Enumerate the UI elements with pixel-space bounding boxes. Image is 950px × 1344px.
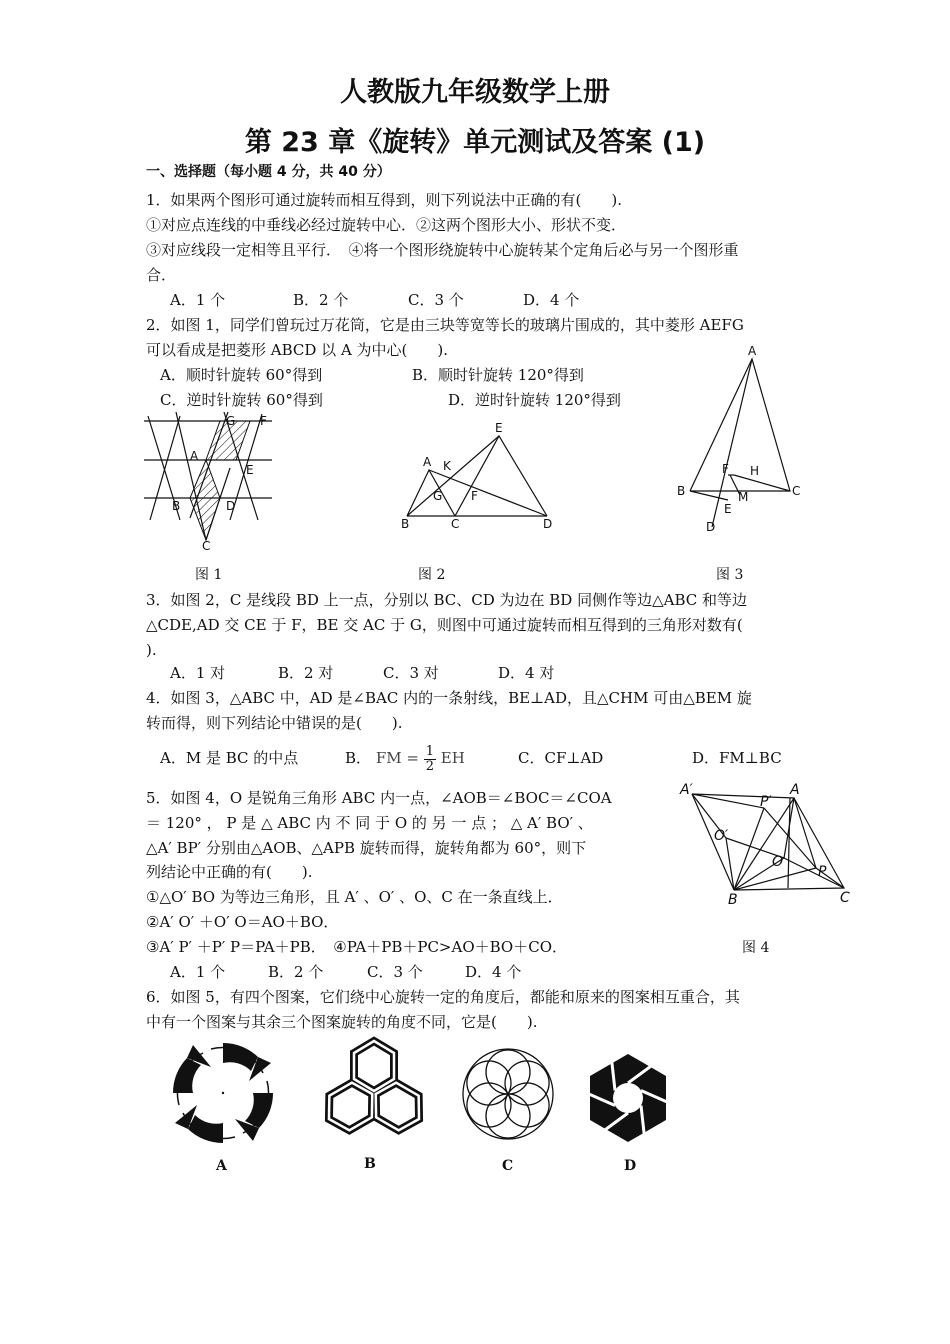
- q1-line4: 合．: [146, 266, 177, 284]
- q1-line2: ①对应点连线的中垂线必经过旋转中心．②这两个图形大小、形状不变．: [146, 216, 627, 234]
- fig2-label-c: C: [451, 517, 460, 531]
- q4-option-c: C．CF⊥AD: [518, 749, 604, 767]
- q3-option-a: A．1 对: [170, 664, 226, 682]
- q5-line3: △A′ BP′ 分别由△AOB、△APB 旋转而得，旋转角都为 60°，则下: [146, 839, 587, 857]
- fig2-label-b: B: [401, 517, 410, 531]
- pattern-b-label: B: [364, 1156, 376, 1172]
- q5-statement-3: ③A′ P′ ＋P′ P＝PA＋PB． ④PA＋PB＋PC>AO＋BO＋CO．: [146, 938, 567, 956]
- fig3-label-m: M: [738, 490, 749, 504]
- fig3-label-e: E: [724, 502, 732, 516]
- q4-option-b: [345, 738, 465, 778]
- fig4-label-p-prime: P′: [760, 794, 772, 810]
- q4-option-d: D．FM⊥BC: [692, 749, 782, 767]
- pattern-b: [312, 1036, 436, 1150]
- fig3-label-h: H: [750, 464, 760, 478]
- page-subtitle: 第 23 章《旋转》单元测试及答案 (1): [244, 127, 706, 158]
- fig2-label-e: E: [495, 421, 503, 435]
- q5-option-a: A．1 个: [170, 963, 226, 981]
- q5-statement-1: ①△O′ BO 为等边三角形，且 A′ 、O′ 、O、C 在一条直线上．: [146, 888, 563, 906]
- fig2-label-f: F: [471, 489, 478, 503]
- q4-option-b-fraction: [424, 745, 436, 774]
- q1-option-c: C．3 个: [408, 291, 464, 309]
- q6-line2: 中有一个图案与其余三个图案旋转的角度不同，它是( ).: [146, 1013, 538, 1031]
- q1-line3: ③对应线段一定相等且平行． ④将一个图形绕旋转中心旋转某个定角后必与另一个图形重: [146, 241, 739, 259]
- fig1-caption: 图 1: [195, 567, 223, 583]
- q5-line1: 5．如图 4，O 是锐角三角形 ABC 内一点，∠AOB＝∠BOC＝∠COA: [146, 789, 612, 807]
- figure-3: [672, 345, 812, 535]
- fig1-label-a: A: [190, 449, 199, 463]
- pattern-a: [168, 1038, 278, 1148]
- q5-line4: 列结论中正确的有( ).: [146, 863, 313, 881]
- fig3-label-b: B: [677, 484, 686, 498]
- q4-stem: 4．如图 3，△ABC 中，AD 是∠BAC 内的一条射线，BE⊥AD，且△CHM 可由△BEM 旋: [146, 689, 752, 707]
- fig4-label-o: O: [772, 854, 784, 870]
- pattern-d: [582, 1052, 674, 1144]
- q2-option-b: B．顺时针旋转 120°得到: [412, 366, 584, 384]
- q5-line2: ＝ 120° ， P 是 △ ABC 内 不 同 于 O 的 另 一 点 ； △ A′ BO′ 、: [146, 814, 593, 832]
- pattern-d-label: D: [624, 1158, 637, 1174]
- pattern-c: [460, 1046, 556, 1142]
- fig1-label-e: E: [246, 463, 254, 477]
- q5-statement-2: ②A′ O′ ＋O′ O＝AO＋BO．: [146, 913, 339, 931]
- q1-option-d: D．4 个: [523, 291, 580, 309]
- fig4-label-b: B: [728, 892, 738, 908]
- q4-fraction-denominator: 2: [425, 758, 434, 774]
- q3-stem: 3．如图 2，C 是线段 BD 上一点，分别以 BC、CD 为边在 BD 同侧作等边△ABC 和等边: [146, 591, 748, 609]
- fig1-label-b: B: [172, 499, 181, 513]
- page-title: 人教版九年级数学上册: [340, 77, 610, 108]
- fig3-label-d: D: [706, 520, 716, 534]
- q3-line3: ).: [146, 641, 157, 659]
- q5-option-c: C．3 个: [367, 963, 423, 981]
- figure-2: [395, 418, 565, 538]
- fig4-label-a: A: [790, 782, 800, 798]
- fig1-label-g: G: [226, 414, 236, 428]
- fig2-label-a: A: [423, 455, 432, 469]
- q4-line2: 转而得，则下列结论中错误的是( ).: [146, 714, 403, 732]
- pattern-c-label: C: [502, 1158, 514, 1174]
- q5-option-b: B．2 个: [268, 963, 324, 981]
- fig4-caption: 图 4: [742, 940, 770, 956]
- q4-option-b-rhs: EH: [440, 749, 465, 767]
- q3-option-b: B．2 对: [278, 664, 334, 682]
- fig3-label-f: F: [722, 462, 729, 476]
- q4-fraction-numerator: 1: [425, 743, 434, 759]
- fig3-caption: 图 3: [716, 567, 744, 583]
- fig1-label-d: D: [226, 499, 236, 513]
- fig4-label-o-prime: O′: [714, 828, 729, 844]
- q3-option-d: D．4 对: [498, 664, 555, 682]
- figure-1: [140, 408, 280, 558]
- q1-option-a: A．1 个: [170, 291, 226, 309]
- fig4-label-a-prime: A′: [680, 782, 693, 798]
- figure-4: [676, 780, 856, 910]
- fig2-caption: 图 2: [418, 567, 446, 583]
- q4-option-b-prefix: B．: [345, 749, 372, 767]
- fig4-label-p: P: [818, 864, 827, 880]
- q1-option-b: B．2 个: [293, 291, 349, 309]
- fig2-label-d: D: [543, 517, 553, 531]
- fig4-label-c: C: [840, 890, 850, 906]
- q4-option-a: A．M 是 BC 的中点: [160, 749, 299, 767]
- fig2-label-g: G: [433, 489, 443, 503]
- fig3-label-a: A: [748, 344, 757, 358]
- q2-line2: 可以看成是把菱形 ABCD 以 A 为中心( ).: [146, 341, 449, 359]
- q5-option-d: D．4 个: [465, 963, 522, 981]
- section-heading: 一、选择题（每小题 4 分，共 40 分）: [146, 164, 391, 180]
- q2-stem: 2．如图 1，同学们曾玩过万花筒，它是由三块等宽等长的玻璃片围成的，其中菱形 AEFG: [146, 316, 744, 334]
- q2-option-a: A．顺时针旋转 60°得到: [160, 366, 323, 384]
- q3-option-c: C．3 对: [383, 664, 439, 682]
- fig1-label-f: F: [260, 414, 267, 428]
- fig1-label-c: C: [202, 539, 211, 553]
- q2-option-c: C．逆时针旋转 60°得到: [160, 391, 323, 409]
- q2-option-d: D．逆时针旋转 120°得到: [448, 391, 621, 409]
- fig3-label-c: C: [792, 484, 801, 498]
- q6-line1: 6．如图 5，有四个图案，它们绕中心旋转一定的角度后，都能和原来的图案相互重合，其: [146, 988, 740, 1006]
- fig2-label-k: K: [443, 459, 451, 473]
- q4-option-b-lhs: FM =: [375, 749, 419, 767]
- pattern-a-label: A: [216, 1158, 227, 1174]
- q1-stem: 1．如果两个图形可通过旋转而相互得到，则下列说法中正确的有( ).: [146, 191, 623, 209]
- q3-line2: △CDE,AD 交 CE 于 F，BE 交 AC 于 G，则图中可通过旋转而相互得到的三角形对数有(: [146, 616, 743, 634]
